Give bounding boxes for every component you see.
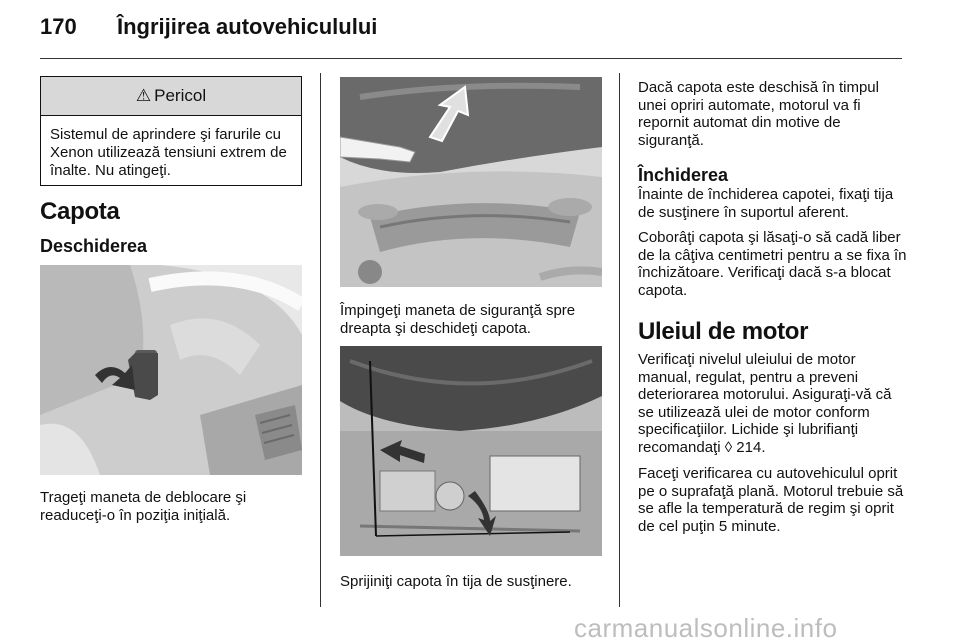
engine-oil-paragraph-1: Verificaţi nivelul uleiului de motor manual, regulat, pentru a preveni deteriorarea motorului. Asiguraţi-vă că se utilizează ulei de motor conform specificaţiilor. Lichide şi lubrifianţi recomandaţi ◊ 214. [638,351,892,456]
column-divider-2 [619,73,620,607]
subsection-title-deschiderea: Deschiderea [40,236,148,256]
caption-safety-catch: Împingeţi maneta de siguranţă spre dreapta şi deschideţi capota. [340,302,576,337]
hood-safety-catch-illustration [340,77,602,287]
column-divider-1 [320,73,321,607]
subsection-title-inchiderea: Închiderea [638,165,729,185]
danger-warning-box [40,76,302,186]
engine-oil-paragraph-2: Faceţi verificarea cu autovehiculul oprit pe o suprafaţă plană. Motorul trebuie să se afle la temperatură de regim şi oprit de cel puţin 5 minute. [638,465,904,535]
caption-release-lever: Trageţi maneta de deblocare şi readuceţi-o în poziţia iniţială. [40,489,247,524]
hood-support-rod-illustration [340,346,602,556]
warning-triangle-icon: ⚠ [135,86,152,105]
section-title-capota: Capota [40,198,120,225]
watermark: carmanualsonline.info [574,613,838,643]
auto-stop-note: Dacă capota este deschisă în timpul unei opriri automate, motorul va fi repornit automat din motive de siguranţă. [638,79,879,149]
caption-support-rod: Sprijiniţi capota în tija de susţinere. [340,573,572,590]
closing-instruction-2: Coborâţi capota şi lăsaţi-o să cadă liber de la câţiva centimetri pentru a se fixa în închizătoare. Verificaţi dacă s-a blocat capota. [638,229,907,299]
page-header-title: Îngrijirea autovehiculului [117,14,378,39]
closing-instruction-1: Înainte de închiderea capotei, fixaţi tija de susţinere în suportul aferent. [638,186,894,221]
release-lever-illustration [40,265,302,475]
header-divider [40,58,902,59]
warning-text: Sistemul de aprindere şi farurile cu Xenon utilizează tensiuni extrem de înalte. Nu atingeţi. [50,126,287,179]
page-number: 170 [40,14,77,39]
warning-header [41,77,301,116]
section-title-engine-oil: Uleiul de motor [638,318,809,345]
warning-heading: Pericol [154,86,207,105]
